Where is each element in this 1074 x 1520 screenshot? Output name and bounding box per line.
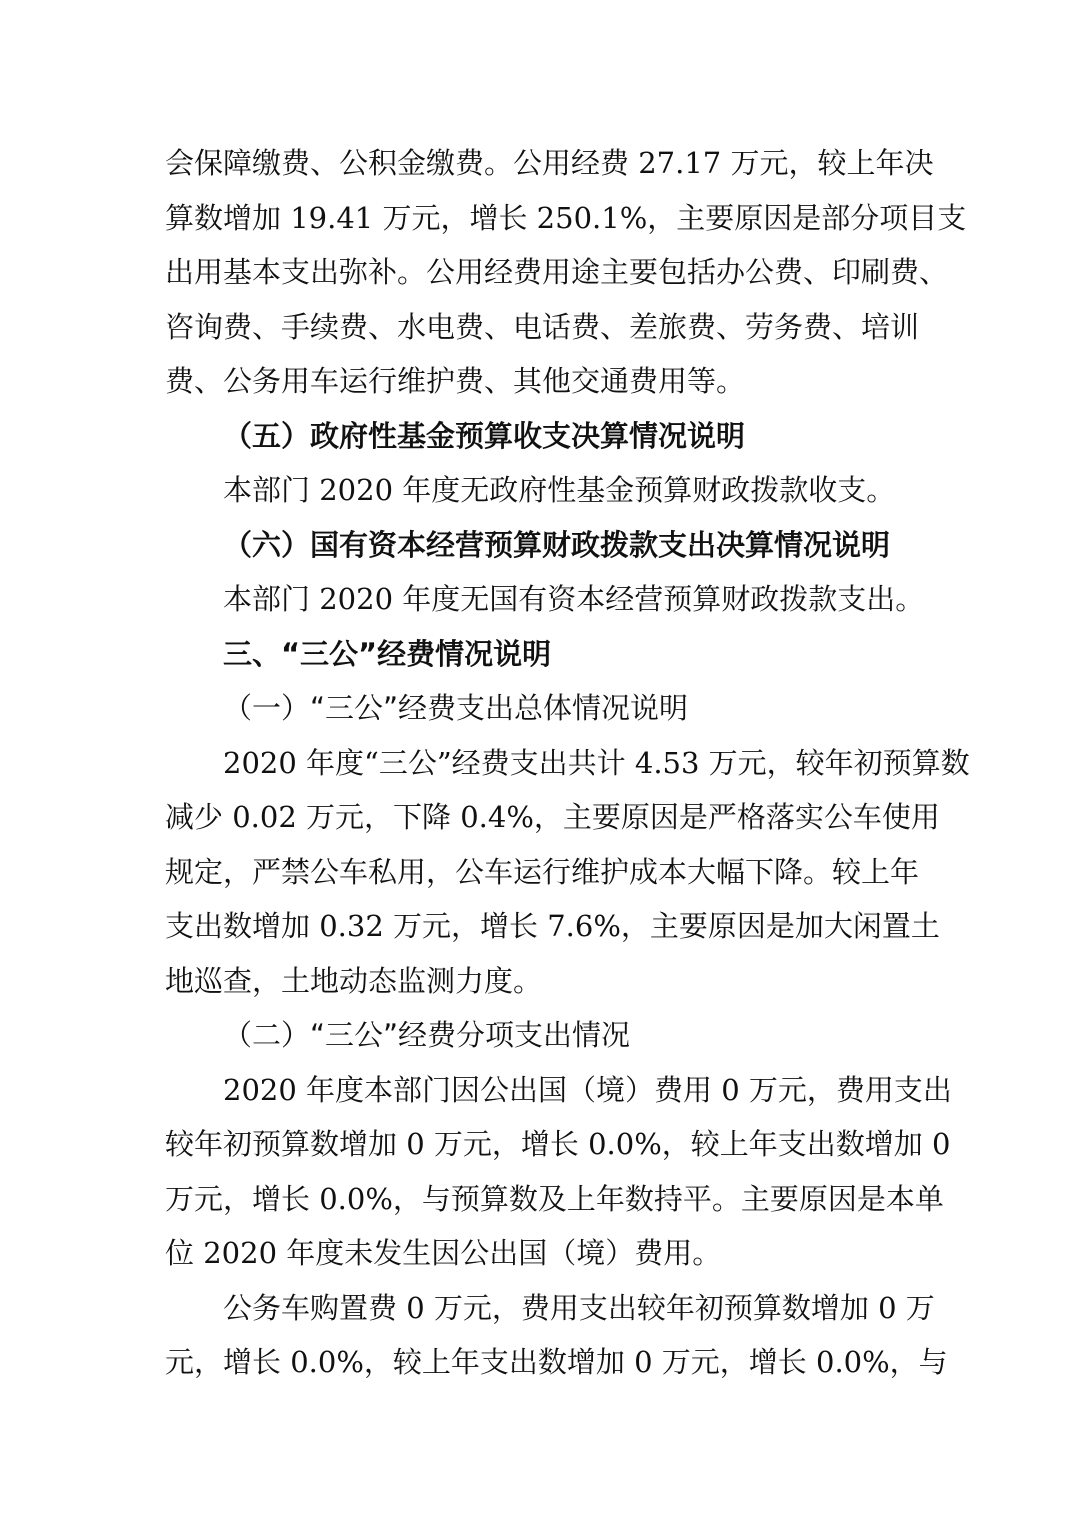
para-3-2b-line-2: 元，增长 0.0%，较上年支出数增加 0 万元，增长 0.0%，与 [165, 1345, 948, 1379]
para1-line-1: 会保障缴费、公积金缴费。公用经费 27.17 万元，较上年决 [165, 146, 934, 180]
section-6-text: 本部门 2020 年度无国有资本经营预算财政拨款支出。 [223, 582, 925, 616]
para1-line-5: 费、公务用车运行维护费、其他交通费用等。 [165, 364, 746, 398]
para-3-2b-line-1: 公务车购置费 0 万元，费用支出较年初预算数增加 0 万 [223, 1291, 935, 1325]
para1-line-4: 咨询费、手续费、水电费、电话费、差旅费、劳务费、培训 [165, 310, 920, 344]
para1-line-2: 算数增加 19.41 万元，增长 250.1%，主要原因是部分项目支 [165, 201, 967, 235]
para-3-1-line-5: 地巡查，土地动态监测力度。 [165, 964, 543, 998]
chapter-heading-3: 三、“三公”经费情况说明 [223, 637, 552, 671]
para-3-2a-line-1: 2020 年度本部门因公出国（境）费用 0 万元，费用支出 [223, 1073, 952, 1107]
section-heading-5: （五）政府性基金预算收支决算情况说明 [223, 419, 746, 453]
para-3-2a-line-2: 较年初预算数增加 0 万元，增长 0.0%，较上年支出数增加 0 [165, 1127, 951, 1161]
para-3-1-line-1: 2020 年度“三公”经费支出共计 4.53 万元，较年初预算数 [223, 746, 970, 780]
para-3-2a-line-4: 位 2020 年度未发生因公出国（境）费用。 [165, 1236, 722, 1270]
subsection-heading-3-1: （一）“三公”经费支出总体情况说明 [223, 691, 689, 725]
para-3-1-line-3: 规定，严禁公车私用，公车运行维护成本大幅下降。较上年 [165, 855, 920, 889]
para-3-2a-line-3: 万元，增长 0.0%，与预算数及上年数持平。主要原因是本单 [165, 1182, 944, 1216]
subsection-heading-3-2: （二）“三公”经费分项支出情况 [223, 1018, 631, 1052]
para-3-1-line-2: 减少 0.02 万元，下降 0.4%，主要原因是严格落实公车使用 [165, 800, 940, 834]
section-5-text: 本部门 2020 年度无政府性基金预算财政拨款收支。 [223, 473, 896, 507]
para1-line-3: 出用基本支出弥补。公用经费用途主要包括办公费、印刷费、 [165, 255, 949, 289]
section-heading-6: （六）国有资本经营预算财政拨款支出决算情况说明 [223, 528, 891, 562]
para-3-1-line-4: 支出数增加 0.32 万元，增长 7.6%，主要原因是加大闲置土 [165, 909, 940, 943]
